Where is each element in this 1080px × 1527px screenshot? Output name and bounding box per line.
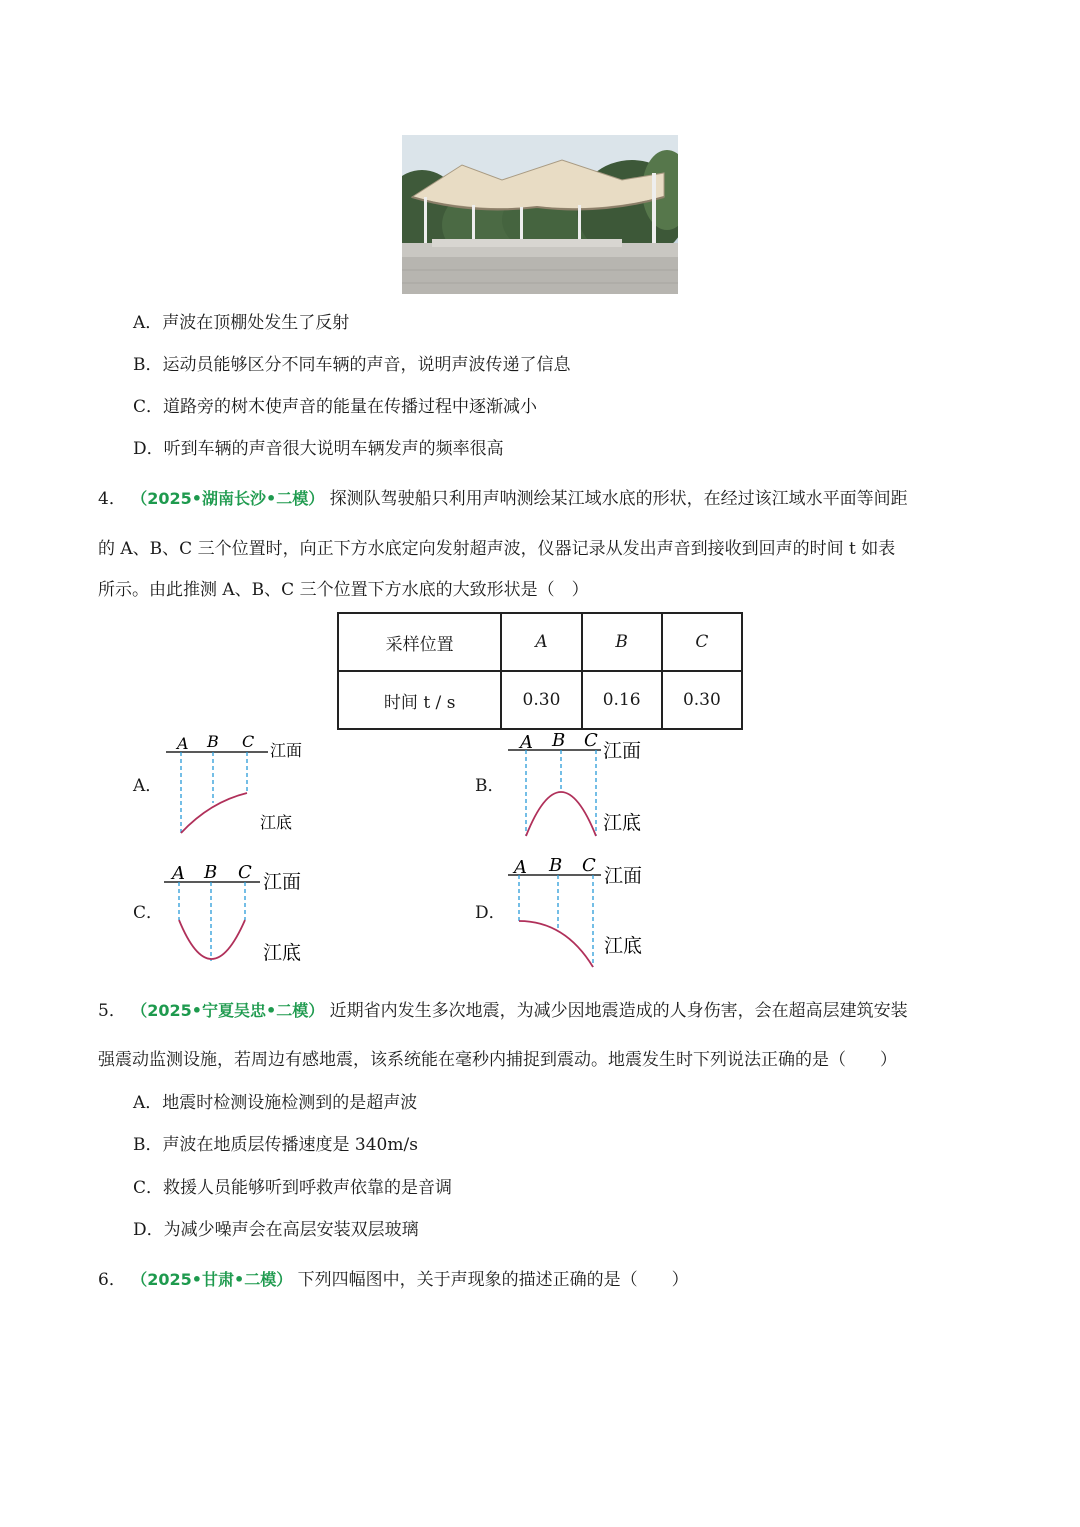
canopy-stage-photo bbox=[402, 135, 678, 294]
q5-text-1: 近期省内发生多次地震，为减少因地震造成的人身伤害，会在超高层建筑安装 bbox=[329, 1001, 908, 1021]
q5-option-d: D．为减少噪声会在高层安装双层玻璃 bbox=[133, 1220, 419, 1240]
table-header-cell: C bbox=[662, 613, 742, 671]
table-row bbox=[338, 671, 742, 729]
diagram-label-b: B bbox=[549, 855, 563, 876]
q5-stem-line-1 bbox=[98, 999, 908, 1023]
table-header-cell: A bbox=[501, 613, 581, 671]
diagram-label-surface: 江面 bbox=[604, 865, 643, 887]
diagram-label-surface: 江面 bbox=[270, 741, 303, 760]
q5-source-tag: （2025•宁夏吴忠•二模） bbox=[131, 1001, 325, 1020]
q4-stem-line-2: 的 A、B、C 三个位置时，向正下方水底定向发射超声波，仪器记录从发出声音到接收到回声的时间 t 如表 bbox=[98, 539, 896, 559]
table-cell: 0.16 bbox=[582, 671, 662, 729]
q4-number: 4． bbox=[98, 489, 126, 509]
q5-option-a: A．地震时检测设施检测到的是超声波 bbox=[133, 1093, 418, 1113]
table-cell: 0.30 bbox=[501, 671, 581, 729]
q4-stem-line-3: 所示。由此推测 A、B、C 三个位置下方水底的大致形状是（ ） bbox=[98, 580, 589, 600]
q3-option-b: B．运动员能够区分不同车辆的声音，说明声波传递了信息 bbox=[133, 355, 571, 375]
q5-number: 5． bbox=[98, 1001, 126, 1021]
table-header-cell: 采样位置 bbox=[338, 613, 501, 671]
diagram-label-a: A bbox=[514, 857, 527, 878]
diagram-label-b: B bbox=[207, 732, 219, 751]
diagram-label-c: C bbox=[582, 855, 596, 876]
q6-text: 下列四幅图中，关于声现象的描述正确的是（ ） bbox=[297, 1270, 689, 1290]
q4-option-a-label: A． bbox=[133, 776, 163, 796]
q6-number: 6． bbox=[98, 1270, 126, 1290]
diagram-label-surface: 江面 bbox=[603, 740, 642, 762]
q4-option-b-label: B． bbox=[475, 776, 505, 796]
diagram-label-a: A bbox=[177, 734, 189, 753]
q3-option-c: C．道路旁的树木使声音的能量在传播过程中逐渐减小 bbox=[133, 397, 538, 417]
diagram-label-c: C bbox=[238, 862, 252, 883]
q6-source-tag: （2025•甘肃•二模） bbox=[131, 1270, 293, 1289]
diagram-label-c: C bbox=[242, 732, 255, 751]
diagram-label-b: B bbox=[552, 730, 566, 751]
q4-option-c-label: C． bbox=[133, 903, 164, 923]
q4-diagram-d bbox=[505, 853, 665, 973]
table-cell: 时间 t / s bbox=[338, 671, 501, 729]
q4-diagram-b bbox=[505, 730, 665, 845]
q5-stem-line-2: 强震动监测设施，若周边有感地震，该系统能在毫秒内捕捉到震动。地震发生时下列说法正确的是（ ） bbox=[98, 1050, 897, 1070]
diagram-label-b: B bbox=[204, 862, 218, 883]
diagram-label-bottom: 江底 bbox=[263, 942, 302, 964]
diagram-label-bottom: 江底 bbox=[603, 812, 642, 834]
q6-stem-line-1 bbox=[98, 1268, 689, 1292]
q3-option-a: A．声波在顶棚处发生了反射 bbox=[133, 313, 350, 333]
q5-option-c: C．救援人员能够听到呼救声依靠的是音调 bbox=[133, 1178, 453, 1198]
q4-option-d-label: D． bbox=[475, 903, 506, 923]
q4-stem-line-1 bbox=[98, 487, 908, 511]
diagram-label-c: C bbox=[584, 730, 598, 751]
table-cell: 0.30 bbox=[662, 671, 742, 729]
q4-source-tag: （2025•湖南长沙•二模） bbox=[131, 489, 325, 508]
q5-option-b: B．声波在地质层传播速度是 340m/s bbox=[133, 1135, 418, 1155]
q3-option-d: D．听到车辆的声音很大说明车辆发声的频率很高 bbox=[133, 439, 504, 459]
q4-diagram-c bbox=[160, 858, 310, 973]
q4-text-1: 探测队驾驶船只利用声呐测绘某江域水底的形状，在经过该江域水平面等间距 bbox=[329, 489, 908, 509]
table-header-cell: B bbox=[582, 613, 662, 671]
q4-data-table bbox=[337, 612, 743, 730]
table-row bbox=[338, 613, 742, 671]
diagram-label-surface: 江面 bbox=[263, 871, 302, 893]
diagram-label-bottom: 江底 bbox=[260, 813, 293, 832]
diagram-label-bottom: 江底 bbox=[604, 935, 643, 957]
q4-diagram-a bbox=[160, 730, 310, 840]
diagram-label-a: A bbox=[172, 863, 185, 884]
diagram-label-a: A bbox=[520, 732, 533, 753]
